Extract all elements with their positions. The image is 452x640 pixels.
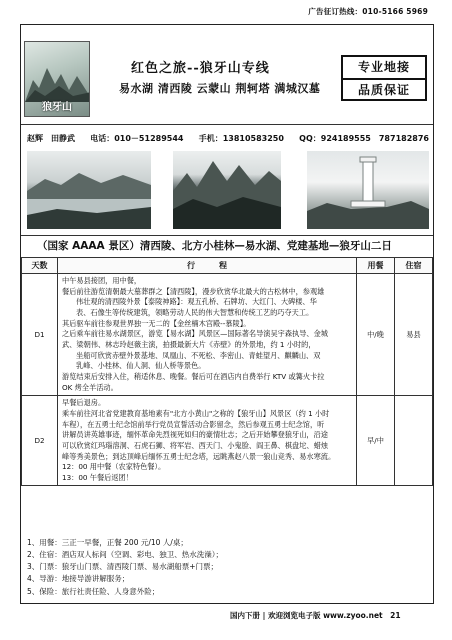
ad-page <box>20 24 434 604</box>
itinerary-line: 车程），在五勇士纪念馆前举行党员宣誓活动合影留念，然后参观五勇士纪念馆，听 <box>62 419 325 429</box>
day-cell: D2 <box>22 396 58 486</box>
badge-line-2: 品质保证 <box>343 78 425 99</box>
memorial-tower-photo <box>307 151 429 229</box>
ad-header <box>21 25 433 125</box>
meal-cell: 中/晚 <box>357 274 395 396</box>
itinerary-line: 之后乘车前往易水湖景区，游览【易水湖】风景区—国际著名导演吴宇森执导、金城 <box>62 329 328 339</box>
itinerary-line: 12：00 用中餐（农家特色餐）。 <box>62 462 166 472</box>
itinerary-line: 伟壮观的清西陵外景【泰陵神路】：观五孔桥、石牌坊、大红门、大碑楼、华 <box>76 297 317 307</box>
itinerary-line: 游览结束后安排入住，稍适休息、晚餐。餐后可在酒店内自费举行 KTV 或篝火卡拉 <box>62 371 325 381</box>
badge-line-1: 专业地接 <box>357 60 410 74</box>
contact-names: 赵辉 田静武 <box>27 134 75 143</box>
ad-hotline: 广告征订热线：010-5166 5969 <box>308 7 428 16</box>
meal-cell: 早/中 <box>357 396 395 486</box>
itinerary-line: 其后驱车前往参观世界独一无二的【金丝楠木宫殿--慕陵】。 <box>62 318 251 328</box>
lake-photo <box>27 151 151 229</box>
ad-subtitle: 易水湖 清西陵 云蒙山 荆轲塔 满城汉墓 <box>119 82 321 95</box>
itinerary-line: 讲解员讲英雄事迹，缅怀革命先烈视死如归的豪情壮志；之后开始攀登狼牙山，沿途 <box>62 430 328 440</box>
col-itinerary: 行 程 <box>58 258 357 274</box>
itinerary-line: 表、石像生等传统建筑，领略劳动人民的伟大智慧和传统工艺的巧夺天工。 <box>76 307 314 317</box>
itinerary-line: 乳峰、小桂林、仙人洞、仙人桥等景色。 <box>76 361 206 371</box>
itinerary-line: 坐船可欣赏赤壁外景基地、凤凰山、不死松、李密山、青蛙望月、麒麟山、双 <box>76 350 321 360</box>
stay-cell <box>395 396 433 486</box>
itinerary-cell <box>58 396 357 486</box>
table-row <box>22 396 433 486</box>
mountain-photo <box>173 151 281 229</box>
mountain-icon <box>25 62 90 102</box>
itinerary-line: 早餐后退房。 <box>62 398 106 408</box>
itinerary-line: 峰等秀美景色；到达顶峰后缅怀五勇士纪念塔，远眺燕赵八景一狼山竞秀、易水寒流。 <box>62 451 336 461</box>
itinerary-table <box>21 257 433 486</box>
itinerary-cell <box>58 274 357 396</box>
route-title: （国家 AAAA 景区）清西陵、北方小桂林—易水湖、党建基地—狼牙山二日 <box>21 235 433 255</box>
contact-bar <box>21 133 433 147</box>
itinerary-line: 乘车前往河北省党建教育基地素有"北方小黄山"之称的【狼牙山】风景区（约 1 小时 <box>62 408 330 418</box>
stay-cell: 易县 <box>395 274 433 396</box>
note-item: 4、导游：地接导游讲解服务； <box>27 574 130 584</box>
col-stay: 住宿 <box>395 258 433 274</box>
logo-photo <box>24 41 90 117</box>
logo-text: 狼牙山 <box>42 102 72 113</box>
day-cell: D1 <box>22 274 58 396</box>
note-item: 5、保险：旅行社责任险、人身意外险； <box>27 586 160 596</box>
note-item: 1、用餐：三正一早餐，正餐 200 元/10 人/桌； <box>27 538 188 547</box>
table-header-row <box>22 258 433 274</box>
note-item: 3、门票：狼牙山门票、清西陵门票、易水湖船票+门票； <box>27 562 219 572</box>
contact-mobile: 手机：13810583250 <box>198 134 284 143</box>
col-day: 天数 <box>22 258 58 274</box>
ad-title: 红色之旅--狼牙山专线 <box>131 61 270 76</box>
itinerary-line: 13：00 午餐后返团！ <box>62 472 133 482</box>
itinerary-line: 中午易县接团，用中餐， <box>62 276 142 285</box>
page-footer: 国内下册 | 欢迎浏览电子版 www.zyoo.net 21 <box>230 611 401 620</box>
quality-badge <box>341 55 427 101</box>
col-meal: 用餐 <box>357 258 395 274</box>
itinerary-line: 餐后前往游览清朝最大墓葬群之【清西陵】，漫步欣赏华北最大的古松林中，参观雄 <box>62 286 325 296</box>
contact-phone: 电话：010－51289544 <box>90 134 184 143</box>
photo-strip <box>21 149 433 233</box>
table-row <box>22 274 433 396</box>
itinerary-line: OK 烤全羊活动。 <box>62 382 118 392</box>
contact-qq: QQ：924189555 787182876 <box>299 134 429 143</box>
note-item: 2、住宿：酒店双人标间（空调、彩电、独卫、热水洗澡）； <box>27 550 224 560</box>
itinerary-line: 武、梁朝伟、林志玲赵薇主演，拍摄最新大片《赤壁》的外景地，约 1 小时的， <box>62 339 316 349</box>
itinerary-line: 可以欣赏红玛瑙溶洞、石虎石狮、将军岩、西天门、小鬼脸、阎王鼻、棋盘坨、蜡烛 <box>62 440 328 450</box>
notes-list <box>21 535 433 600</box>
